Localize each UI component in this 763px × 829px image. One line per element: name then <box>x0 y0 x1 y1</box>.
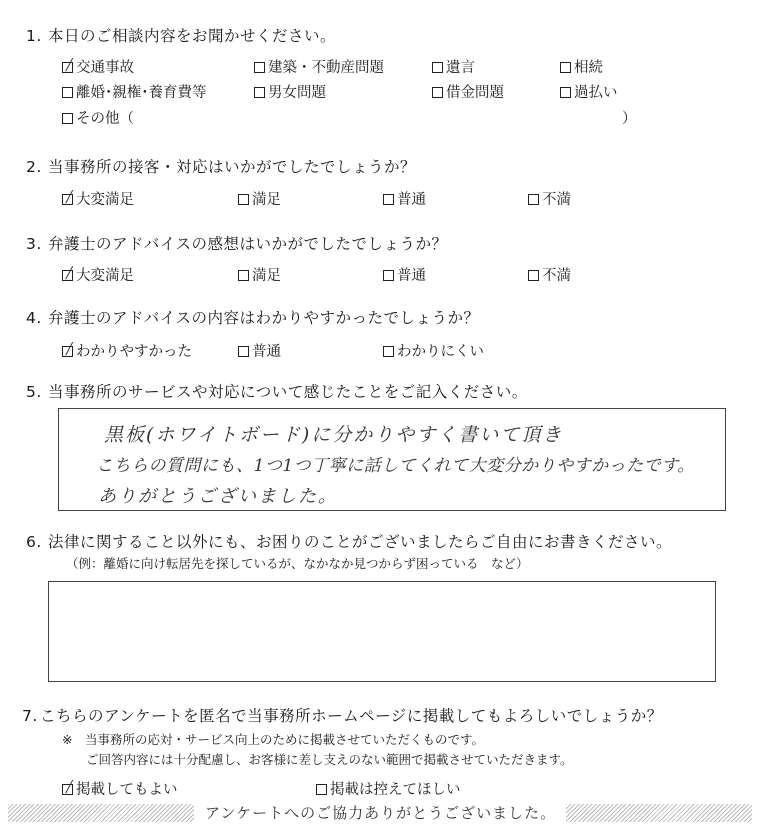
question-4-title: 4. 弁護士のアドバイスの内容はわかりやすかったでしょうか？ <box>26 309 480 327</box>
q2-option-dissatisfied[interactable]: 不満 <box>528 188 571 209</box>
checked-checkbox-icon <box>62 194 73 205</box>
checkbox-icon <box>238 194 249 205</box>
option-traffic-accident[interactable]: 交通事故 <box>62 56 134 77</box>
checkbox-icon <box>62 87 73 98</box>
q3-option-dissatisfied[interactable]: 不満 <box>528 264 571 285</box>
question-5-title: 5. 当事務所のサービスや対応について感じたことをご記入ください。 <box>26 383 528 401</box>
q3-option-average[interactable]: 普通 <box>383 264 426 285</box>
q7-note-2: ご回答内容には十分配慮し、お客様に差し支えのない範囲で掲載させていただきます。 <box>86 752 573 767</box>
option-overpayment[interactable]: 過払い <box>560 81 618 102</box>
checkbox-icon <box>316 784 327 795</box>
checkbox-icon <box>560 62 571 73</box>
q3-option-very-satisfied[interactable]: 大変満足 <box>62 264 134 285</box>
q7-option-do-not-publish[interactable]: 掲載は控えてほしい <box>316 778 461 799</box>
checkbox-icon <box>238 346 249 357</box>
question-3-title: 3. 弁護士のアドバイスの感想はいかがでしたでしょうか？ <box>26 235 448 253</box>
q3-option-satisfied[interactable]: 満足 <box>238 264 281 285</box>
checked-checkbox-icon <box>62 784 73 795</box>
checkbox-icon <box>528 194 539 205</box>
question-1-title: 1. 本日のご相談内容をお聞かせください。 <box>26 27 337 45</box>
checkbox-icon <box>62 113 73 124</box>
question-2-title: 2. 当事務所の接客・対応はいかがでしたでしょうか？ <box>26 158 417 176</box>
checkbox-icon <box>383 270 394 281</box>
q4-option-average[interactable]: 普通 <box>238 340 281 361</box>
handwriting-line-2: こちらの質問にも、1つ1つ丁寧に話してくれて大変分かりやすかったです。 <box>96 456 695 476</box>
q2-option-very-satisfied[interactable]: 大変満足 <box>62 188 134 209</box>
free-text-box[interactable] <box>48 581 716 682</box>
option-inheritance[interactable]: 相続 <box>560 56 603 77</box>
checkbox-icon <box>383 346 394 357</box>
q2-option-satisfied[interactable]: 満足 <box>238 188 281 209</box>
checked-checkbox-icon <box>62 62 73 73</box>
footer-hatch-left <box>8 804 194 822</box>
option-will[interactable]: 遺言 <box>432 56 475 77</box>
checkbox-icon <box>254 62 265 73</box>
question-7-title: 7. こちらのアンケートを匿名で当事務所ホームページに掲載してもよろしいでしょうか？ <box>22 707 663 725</box>
option-gender-issues[interactable]: 男女問題 <box>254 81 326 102</box>
checked-checkbox-icon <box>62 346 73 357</box>
option-construction-real-estate[interactable]: 建築・不動産問題 <box>254 56 384 77</box>
q7-option-ok-to-publish[interactable]: 掲載してもよい <box>62 778 178 799</box>
option-debt[interactable]: 借金問題 <box>432 81 504 102</box>
footer-hatch-right <box>566 804 752 822</box>
checkbox-icon <box>432 87 443 98</box>
footer-thanks: アンケートへのご協力ありがとうございました。 <box>205 804 557 822</box>
checkbox-icon <box>560 87 571 98</box>
handwriting-line-1: 黒板(ホワイトボード)に分かりやすく書いて頂き <box>104 424 564 446</box>
q4-option-hard[interactable]: わかりにくい <box>383 340 484 361</box>
q2-option-average[interactable]: 普通 <box>383 188 426 209</box>
question-6-title: 6. 法律に関すること以外にも、お困りのことがございましたらご自由にお書きください。 <box>26 533 673 551</box>
checkbox-icon <box>254 87 265 98</box>
other-close-paren: ） <box>622 111 637 127</box>
q7-note-1: ※ 当事務所の応対・サービス向上のために掲載させていただくものです。 <box>62 732 484 747</box>
option-divorce[interactable]: 離婚･親権･養育費等 <box>62 81 207 102</box>
option-other[interactable]: その他（ <box>62 107 134 128</box>
q6-example: （例：離婚に向け転居先を探しているが、なかなか見つからず困っている など） <box>66 556 529 571</box>
q4-option-easy[interactable]: わかりやすかった <box>62 340 192 361</box>
checkbox-icon <box>383 194 394 205</box>
checkbox-icon <box>238 270 249 281</box>
checkbox-icon <box>528 270 539 281</box>
checkbox-icon <box>432 62 443 73</box>
checked-checkbox-icon <box>62 270 73 281</box>
handwriting-line-3: ありがとうございました。 <box>98 486 338 507</box>
